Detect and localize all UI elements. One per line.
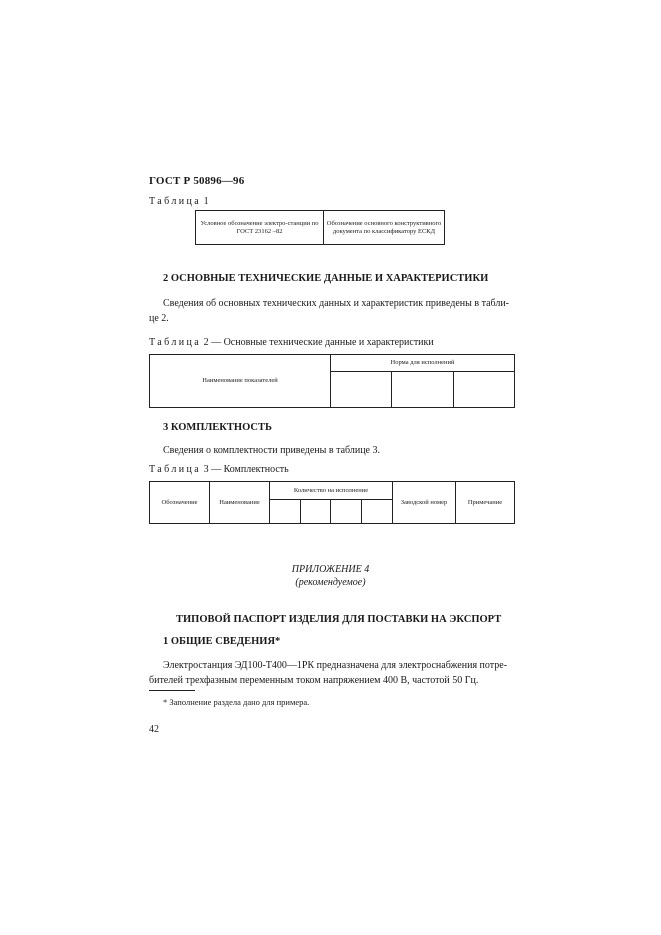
table3-quantity-cell	[362, 500, 393, 524]
appendix-section-heading: 1 ОБЩИЕ СВЕДЕНИЯ*	[163, 636, 281, 647]
table3-quantity-cell	[331, 500, 362, 524]
table2	[149, 354, 515, 408]
table3-caption-label: Таблица	[149, 464, 202, 475]
table2-variant-cell	[331, 372, 392, 408]
table1-caption-label: Таблица	[149, 196, 202, 207]
table3	[149, 481, 515, 524]
section2-paragraph	[163, 296, 527, 311]
appendix-paragraph-line2: бителей трехфазным переменным током напряжением 400 В, частотой 50 Гц.	[149, 675, 479, 686]
table1	[195, 210, 445, 245]
section2-paragraph-line1: Сведения об основных технических данных и характеристик приведены в табли-	[163, 298, 510, 309]
table2-caption-label: Таблица	[149, 337, 202, 348]
section2-paragraph-line2: це 2.	[149, 313, 169, 324]
table3-name-header: Наименование	[210, 482, 270, 524]
footnote-rule	[149, 690, 195, 691]
document-code: ГОСТ Р 50896—96	[149, 175, 245, 187]
table3-designation-header: Обозначение	[150, 482, 210, 524]
appendix-title: ПРИЛОЖЕНИЕ 4	[291, 564, 370, 575]
table2-caption	[149, 337, 434, 348]
section3-heading: 3 КОМПЛЕКТНОСТЬ	[163, 422, 272, 433]
table3-quantity-header: Количество на исполнение	[270, 482, 393, 500]
table3-caption	[149, 464, 289, 475]
appendix-heading: ТИПОВОЙ ПАСПОРТ ИЗДЕЛИЯ ДЛЯ ПОСТАВКИ НА ЭКСПОРТ	[176, 614, 502, 625]
table3-note-header: Примечание	[456, 482, 515, 524]
table1-col2-header: Обозначение основного конструктивного документа по классификатору ЕСКД	[324, 211, 445, 245]
table3-serial-header: Заводской номер	[393, 482, 456, 524]
table2-caption-text: 2 — Основные технические данные и характеристики	[203, 337, 434, 348]
section3-paragraph: Сведения о комплектности приведены в таблице 3.	[163, 445, 380, 456]
page-number: 42	[149, 724, 159, 735]
table1-caption-number: 1	[203, 196, 209, 207]
table3-quantity-cell	[300, 500, 331, 524]
table3-quantity-cell	[270, 500, 301, 524]
table3-caption-text: 3 — Комплектность	[203, 464, 289, 475]
footnote: * Заполнение раздела дано для примера.	[163, 697, 310, 707]
table1-caption	[149, 196, 209, 207]
appendix-subtitle: (рекомендуемое)	[295, 577, 366, 588]
table2-name-header: Наименование показателей	[150, 355, 331, 408]
table2-norm-header: Норма для исполнений	[331, 355, 515, 372]
appendix-paragraph-line1: Электростанция ЭД100-Т400—1РК предназначена для электроснабжения потре-	[163, 660, 508, 671]
table2-variant-cell	[392, 372, 453, 408]
section2-heading: 2 ОСНОВНЫЕ ТЕХНИЧЕСКИЕ ДАННЫЕ И ХАРАКТЕРИСТИКИ	[163, 273, 489, 284]
table1-col1-header: Условное обозначение электро-станции по ГОСТ 23162 –82	[196, 211, 324, 245]
table2-variant-cell	[453, 372, 514, 408]
